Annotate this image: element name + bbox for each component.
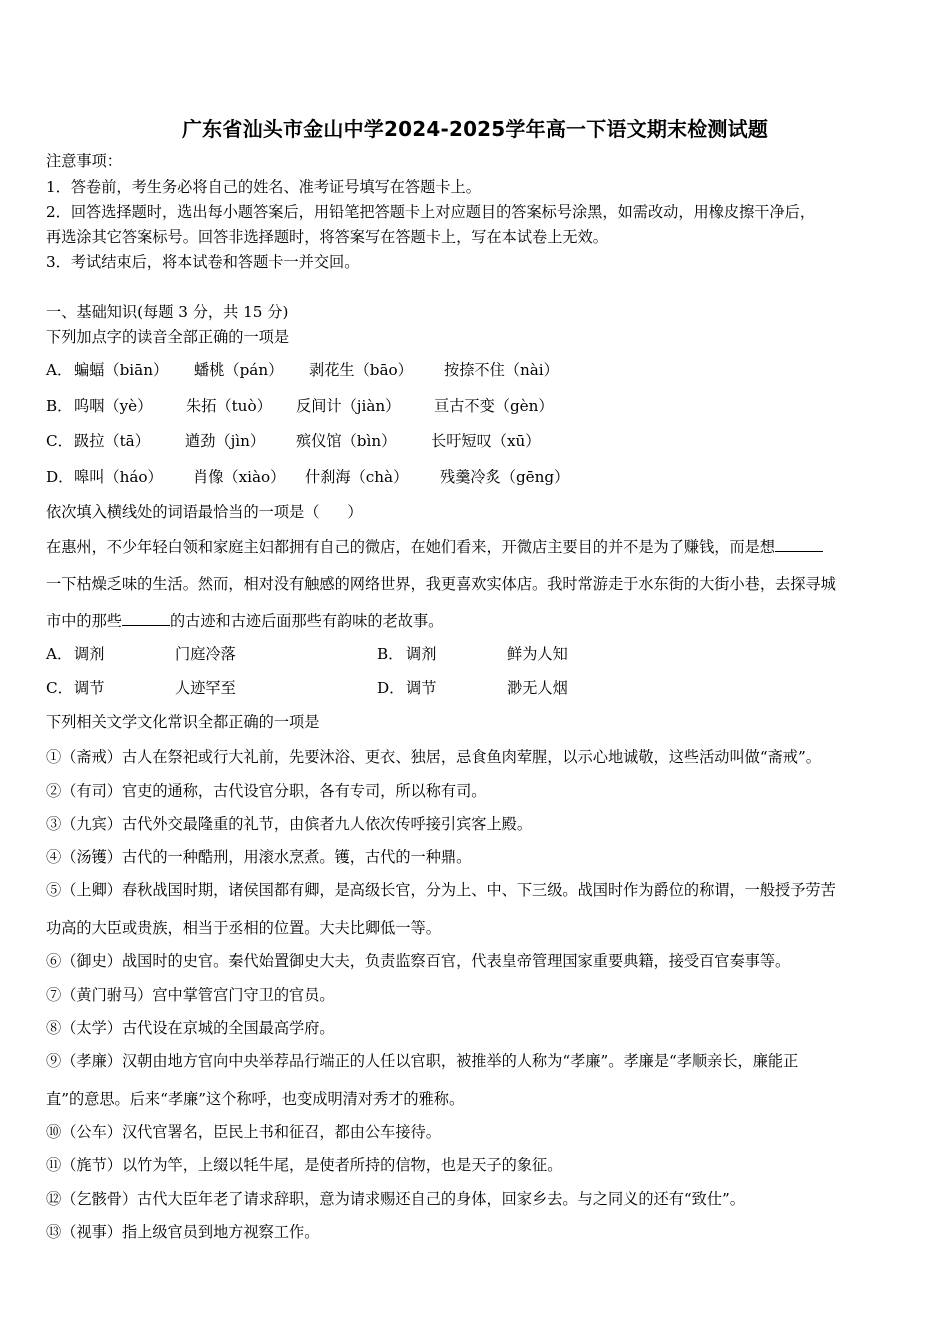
culture-item: ⑤（上卿）春秋战国时期，诸侯国都有卿，是高级长官，分为上、中、下三级。战国时作为爵位的称谓，一般授予劳苦 [46, 881, 836, 899]
section-heading: 一、基础知识(每题 3 分，共 15 分) [46, 303, 289, 321]
option-item: 什刹海（chà） [305, 468, 409, 486]
answer-blank [122, 611, 170, 626]
option-item: 反间计（jiàn） [296, 397, 401, 415]
passage-text: 的古迹和古迹后面那些有韵味的老故事。 [169, 612, 444, 630]
culture-item: ⑥（御史）战国时的史官。秦代始置御史大夫，负责监察百官，代表皇帝管理国家重要典籍，接受百官奏事等。 [46, 952, 791, 970]
culture-item: ①（斋戒）古人在祭祀或行大礼前，先要沐浴、更衣、独居，忌食鱼肉荤腥，以示心地诚敬，这些活动叫做“斋戒”。 [46, 748, 821, 766]
option-item: 朱拓（tuò） [186, 397, 272, 415]
culture-item: ⑪（旄节）以竹为竿，上缀以牦牛尾，是使者所持的信物，也是天子的象征。 [46, 1156, 563, 1174]
passage-text: 市中的那些 [46, 612, 122, 630]
passage-line [46, 537, 823, 557]
question-stem: 下列相关文学文化常识全都正确的一项是 [46, 713, 320, 731]
option-word: 门庭冷落 [175, 645, 236, 663]
option-item: 趿拉（tā） [74, 432, 150, 450]
option-item: 按捺不住（nài） [444, 361, 559, 379]
culture-item: ⑫（乞骸骨）古代大臣年老了请求辞职，意为请求赐还自己的身体，回家乡去。与之同义的还有“致仕”。 [46, 1190, 745, 1208]
option-item: 残羹冷炙（gēng） [440, 468, 570, 486]
notice-item: 1．答卷前，考生务必将自己的姓名、准考证号填写在答题卡上。 [46, 178, 481, 196]
option-label: B． [46, 397, 73, 415]
option-word: 调剂 [406, 645, 437, 663]
culture-item: ⑧（太学）古代设在京城的全国最高学府。 [46, 1019, 335, 1037]
culture-item: 直”的意思。后来“孝廉”这个称呼，也变成明清对秀才的雅称。 [46, 1090, 465, 1108]
option-word: 人迹罕至 [175, 679, 236, 697]
option-item: 遒劲（jìn） [185, 432, 266, 450]
culture-item: ⑨（孝廉）汉朝由地方官向中央举荐品行端正的人任以官职，被推举的人称为“孝廉”。孝廉是“孝顺亲长，廉能正 [46, 1052, 799, 1070]
option-word: 鲜为人知 [507, 645, 568, 663]
option-row [46, 644, 568, 664]
option-b [46, 396, 554, 416]
stem-text: 依次填入横线处的词语最恰当的一项是（ [46, 503, 320, 521]
option-label: D． [46, 468, 74, 486]
culture-item: ⑦（黄门驸马）宫中掌管宫门守卫的官员。 [46, 986, 335, 1004]
option-label: B． [377, 645, 404, 663]
option-word: 调节 [406, 679, 437, 697]
option-label: A． [46, 361, 73, 379]
culture-item: ⑩（公车）汉代官署名，臣民上书和征召，都由公车接待。 [46, 1123, 441, 1141]
option-c [46, 431, 540, 451]
option-label: D． [377, 679, 405, 697]
option-row [46, 678, 568, 698]
notice-item: 3．考试结束后，将本试卷和答题卡一并交回。 [46, 253, 360, 271]
option-item: 殡仪馆（bìn） [296, 432, 397, 450]
option-label: A． [46, 645, 73, 663]
option-item: 嗥叫（háo） [74, 468, 163, 486]
option-item: 亘古不变（gèn） [434, 397, 554, 415]
passage-line: 一下枯燥乏味的生活。然而，相对没有触感的网络世界，我更喜欢实体店。我时常游走于水东街的大街小巷，去探寻城 [46, 575, 836, 593]
question-stem [46, 502, 363, 522]
option-word: 调剂 [74, 645, 105, 663]
culture-item: ③（九宾）古代外交最隆重的礼节，由傧者九人依次传呼接引宾客上殿。 [46, 815, 532, 833]
option-label: C． [46, 679, 73, 697]
option-word: 渺无人烟 [507, 679, 568, 697]
option-d [46, 467, 569, 487]
passage-text: 在惠州，不少年轻白领和家庭主妇都拥有自己的微店，在她们看来，开微店主要目的并不是为了赚钱，而是想 [46, 538, 775, 556]
stem-end: ） [347, 503, 363, 521]
answer-blank [775, 537, 823, 552]
culture-item: ②（有司）官吏的通称，古代设官分职，各有专司，所以称有司。 [46, 782, 487, 800]
option-item: 剥花生（bāo） [309, 361, 413, 379]
notice-item: 2．回答选择题时，选出每小题答案后，用铅笔把答题卡上对应题目的答案标号涂黑，如需改动，用橡皮擦干净后， [46, 203, 816, 221]
option-a [46, 360, 559, 380]
culture-item: ④（汤镬）古代的一种酷刑，用滚水烹煮。镬，古代的一种鼎。 [46, 848, 472, 866]
option-item: 蟠桃（pán） [194, 361, 284, 379]
option-label: C． [46, 432, 73, 450]
option-item: 蝙蝠（biān） [74, 361, 169, 379]
page-title: 广东省汕头市金山中学2024-2025学年高一下语文期末检测试题 [181, 117, 769, 141]
culture-item: 功高的大臣或贵族，相当于丞相的位置。大夫比卿低一等。 [46, 919, 441, 937]
option-item: 肖像（xiào） [193, 468, 286, 486]
option-item: 长吁短叹（xū） [431, 432, 541, 450]
notice-heading: 注意事项： [46, 152, 122, 170]
culture-item: ⑬（视事）指上级官员到地方视察工作。 [46, 1223, 320, 1241]
option-word: 调节 [74, 679, 105, 697]
passage-line [46, 611, 443, 631]
question-stem: 下列加点字的读音全部正确的一项是 [46, 328, 289, 346]
notice-item: 再选涂其它答案标号。回答非选择题时，将答案写在答题卡上，写在本试卷上无效。 [46, 228, 608, 246]
option-item: 呜咽（yè） [74, 397, 153, 415]
